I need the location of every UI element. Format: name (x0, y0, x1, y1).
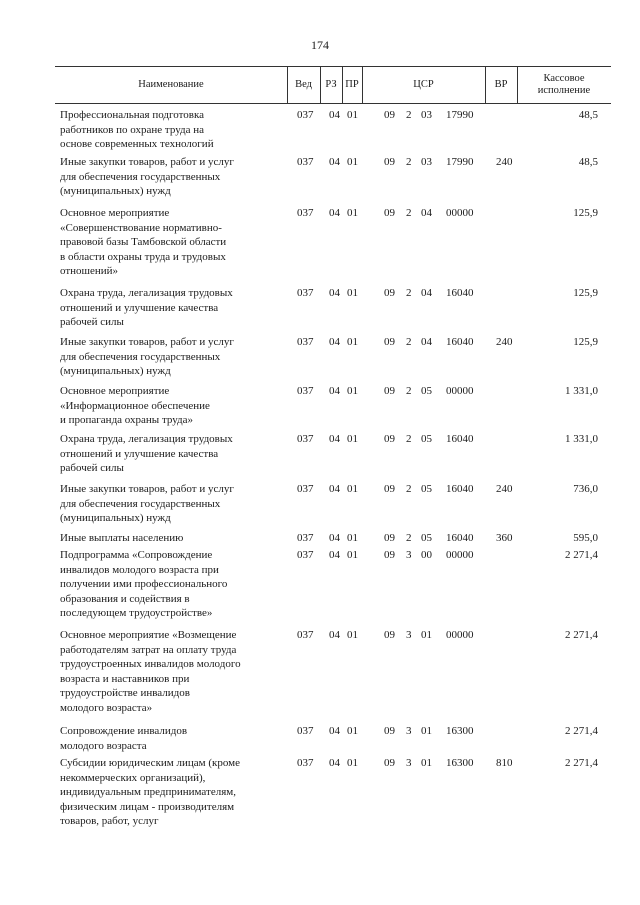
page-number: 174 (311, 38, 329, 52)
row-csr-program: 09 (384, 629, 395, 641)
row-csr-subprogram: 2 (406, 109, 412, 121)
row-pr: 01 (347, 757, 358, 769)
row-rz: 04 (329, 156, 340, 168)
row-ved: 037 (297, 156, 314, 168)
row-name: Основное мероприятие «Совершенствование нормативно- правовой базы Тамбовской области в области охраны труда и трудовых отношений» (60, 207, 227, 277)
row-pr: 01 (347, 725, 358, 737)
row-ved: 037 (297, 483, 314, 495)
row-csr-event: 04 (421, 207, 432, 219)
row-csr-direction: 16300 (446, 757, 474, 769)
row-amount: 1 331,0 (565, 385, 598, 397)
row-csr-program: 09 (384, 532, 395, 544)
row-ved: 037 (297, 549, 314, 561)
row-ved: 037 (297, 385, 314, 397)
row-ved: 037 (297, 287, 314, 299)
row-vr: 240 (496, 483, 513, 495)
header-pr: ПР (345, 79, 359, 90)
row-rz: 04 (329, 629, 340, 641)
row-rz: 04 (329, 483, 340, 495)
row-amount: 2 271,4 (565, 549, 598, 561)
row-csr-program: 09 (384, 549, 395, 561)
row-csr-event: 05 (421, 385, 432, 397)
row-rz: 04 (329, 757, 340, 769)
row-vr: 810 (496, 757, 513, 769)
row-rz: 04 (329, 433, 340, 445)
row-amount: 595,0 (573, 532, 598, 544)
row-name: Профессиональная подготовка работников по охране труда на основе современных технологий (60, 109, 214, 150)
row-csr-program: 09 (384, 287, 395, 299)
row-amount: 2 271,4 (565, 725, 598, 737)
row-csr-subprogram: 3 (406, 757, 412, 769)
row-pr: 01 (347, 109, 358, 121)
row-rz: 04 (329, 336, 340, 348)
row-amount: 2 271,4 (565, 757, 598, 769)
row-csr-direction: 16040 (446, 433, 474, 445)
row-csr-subprogram: 2 (406, 532, 412, 544)
row-csr-event: 04 (421, 287, 432, 299)
row-csr-direction: 16040 (446, 336, 474, 348)
row-csr-program: 09 (384, 725, 395, 737)
row-pr: 01 (347, 207, 358, 219)
row-name: Иные выплаты населению (60, 532, 184, 544)
row-name: Охрана труда, легализация трудовых отношений и улучшение качества рабочей силы (60, 433, 233, 474)
row-ved: 037 (297, 629, 314, 641)
row-csr-event: 05 (421, 483, 432, 495)
row-csr-event: 01 (421, 725, 432, 737)
header-rz: РЗ (325, 79, 337, 90)
row-csr-program: 09 (384, 336, 395, 348)
row-rz: 04 (329, 532, 340, 544)
row-amount: 48,5 (578, 109, 598, 121)
row-pr: 01 (347, 336, 358, 348)
row-csr-subprogram: 3 (406, 725, 412, 737)
row-csr-event: 03 (421, 109, 432, 121)
row-name: Сопровождение инвалидов молодого возраста (60, 725, 188, 752)
row-amount: 48,5 (578, 156, 598, 168)
row-csr-direction: 00000 (446, 629, 474, 641)
row-amount: 736,0 (573, 483, 598, 495)
row-csr-program: 09 (384, 433, 395, 445)
row-name: Основное мероприятие «Возмещение работодателям затрат на оплату труда трудоустроенных инвалидов молодого возраста и наставников при трудоустройстве инвалидов молодого возраста» (60, 629, 241, 714)
row-rz: 04 (329, 725, 340, 737)
row-ved: 037 (297, 109, 314, 121)
row-name: Субсидии юридическим лицам (кроме некоммерческих организаций), индивидуальным предпринимателям, физическим лицам - производителям товаров, работ, услуг (60, 757, 241, 827)
row-pr: 01 (347, 483, 358, 495)
row-csr-subprogram: 2 (406, 483, 412, 495)
row-csr-event: 01 (421, 757, 432, 769)
row-csr-direction: 00000 (446, 549, 474, 561)
row-amount: 125,9 (573, 336, 598, 348)
header-vr: ВР (494, 79, 508, 90)
row-pr: 01 (347, 532, 358, 544)
row-amount: 2 271,4 (565, 629, 598, 641)
row-ved: 037 (297, 336, 314, 348)
header-name: Наименование (138, 79, 204, 90)
row-rz: 04 (329, 549, 340, 561)
row-csr-event: 05 (421, 532, 432, 544)
row-csr-direction: 17990 (446, 156, 474, 168)
row-csr-program: 09 (384, 207, 395, 219)
row-name: Иные закупки товаров, работ и услуг для обеспечения государственных (муниципальных) нужд (60, 336, 234, 377)
row-pr: 01 (347, 433, 358, 445)
header-csr: ЦСР (413, 79, 434, 90)
row-pr: 01 (347, 549, 358, 561)
row-csr-subprogram: 2 (406, 287, 412, 299)
row-pr: 01 (347, 385, 358, 397)
row-csr-direction: 00000 (446, 385, 474, 397)
header-ved: Вед (295, 79, 312, 90)
row-ved: 037 (297, 532, 314, 544)
row-amount: 125,9 (573, 207, 598, 219)
row-csr-direction: 00000 (446, 207, 474, 219)
row-vr: 240 (496, 156, 513, 168)
row-csr-program: 09 (384, 757, 395, 769)
row-name: Иные закупки товаров, работ и услуг для обеспечения государственных (муниципальных) нужд (60, 156, 234, 197)
row-name: Подпрограмма «Сопровождение инвалидов молодого возраста при получении ими профессионального образования и содействия в последующем трудоустройстве» (60, 549, 228, 619)
row-vr: 360 (496, 532, 513, 544)
row-csr-event: 01 (421, 629, 432, 641)
row-csr-subprogram: 2 (406, 207, 412, 219)
row-csr-program: 09 (384, 483, 395, 495)
row-ved: 037 (297, 433, 314, 445)
row-csr-program: 09 (384, 109, 395, 121)
row-csr-event: 03 (421, 156, 432, 168)
row-csr-event: 05 (421, 433, 432, 445)
row-csr-event: 00 (421, 549, 432, 561)
row-pr: 01 (347, 156, 358, 168)
row-rz: 04 (329, 287, 340, 299)
header-amount: Кассовое исполнение (537, 73, 591, 96)
row-rz: 04 (329, 207, 340, 219)
row-csr-event: 04 (421, 336, 432, 348)
row-csr-direction: 16040 (446, 287, 474, 299)
row-rz: 04 (329, 109, 340, 121)
row-csr-subprogram: 2 (406, 433, 412, 445)
row-csr-direction: 17990 (446, 109, 474, 121)
row-csr-subprogram: 3 (406, 549, 412, 561)
row-csr-program: 09 (384, 385, 395, 397)
row-csr-subprogram: 2 (406, 385, 412, 397)
row-csr-subprogram: 2 (406, 336, 412, 348)
row-ved: 037 (297, 207, 314, 219)
row-csr-direction: 16040 (446, 532, 474, 544)
row-name: Основное мероприятие «Информационное обеспечение и пропаганда охраны труда» (60, 385, 210, 426)
row-csr-direction: 16040 (446, 483, 474, 495)
row-amount: 125,9 (573, 287, 598, 299)
row-ved: 037 (297, 757, 314, 769)
row-pr: 01 (347, 287, 358, 299)
row-amount: 1 331,0 (565, 433, 598, 445)
row-pr: 01 (347, 629, 358, 641)
row-csr-program: 09 (384, 156, 395, 168)
row-ved: 037 (297, 725, 314, 737)
row-rz: 04 (329, 385, 340, 397)
row-name: Охрана труда, легализация трудовых отношений и улучшение качества рабочей силы (60, 287, 233, 328)
row-csr-subprogram: 2 (406, 156, 412, 168)
row-csr-subprogram: 3 (406, 629, 412, 641)
row-vr: 240 (496, 336, 513, 348)
row-name: Иные закупки товаров, работ и услуг для обеспечения государственных (муниципальных) нужд (60, 483, 234, 524)
row-csr-direction: 16300 (446, 725, 474, 737)
